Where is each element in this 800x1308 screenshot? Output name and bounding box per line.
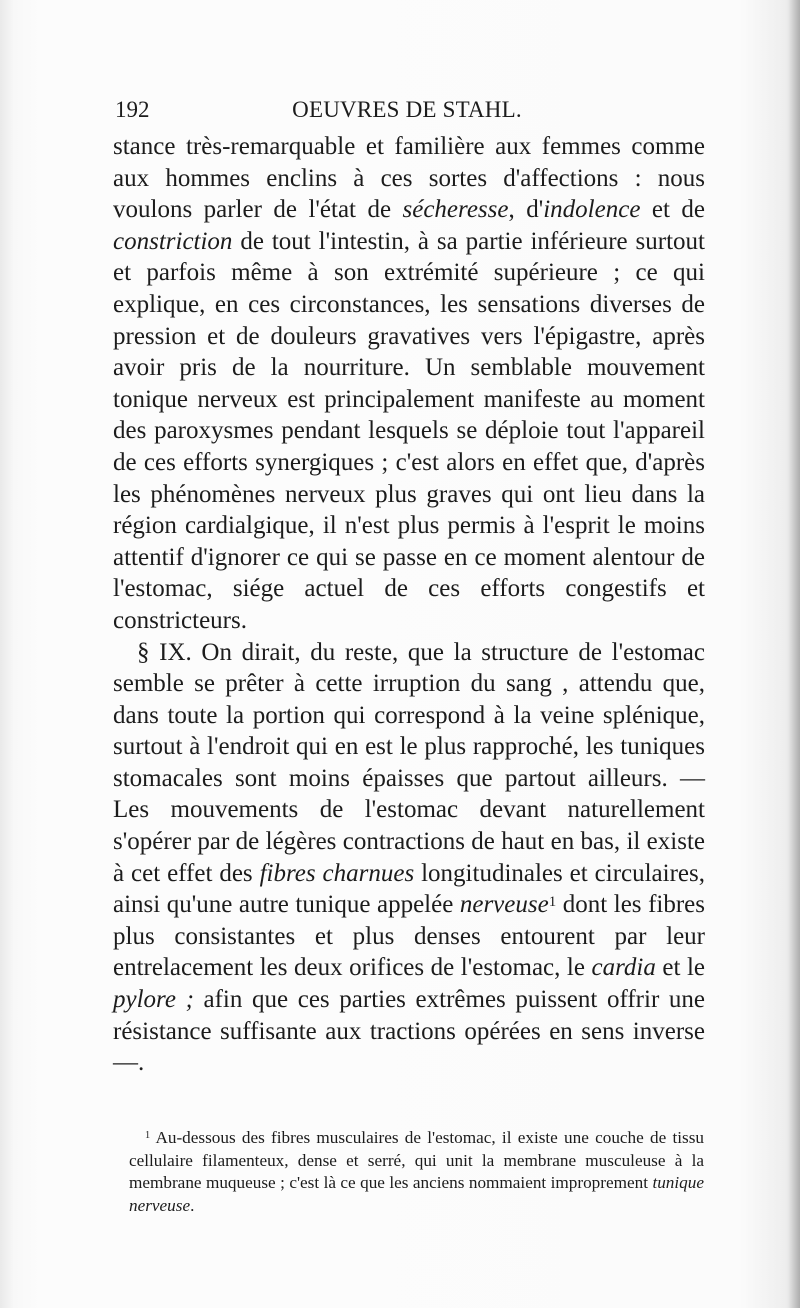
page-number: 192 — [115, 97, 150, 122]
footnote-1: $^1$ Au-dessous des fibres musculaires de l'estomac, il existe une couche de tissu cellulaire filamenteux, dense et serré, qui unit la membrane musculeuse à la membrane muqueuse ; c'est là ce que les anciens nommaient improprement tunique nerveuse. — [129, 1128, 704, 1215]
italic-term: indolence — [543, 196, 641, 224]
page-edge-shadow — [788, 0, 800, 1308]
main-text — [113, 131, 705, 1079]
footnote-reference[interactable]: 1 — [548, 893, 557, 910]
italic-term: constriction — [113, 227, 233, 255]
italic-term: pylore ; — [113, 986, 194, 1014]
italic-term: tunique nerveuse — [129, 1173, 704, 1215]
italic-term: sécheresse — [402, 196, 509, 224]
italic-term: cardia — [591, 954, 656, 982]
paragraph-section-ix: § IX. On dirait, du reste, que la structure de l'estomac semble se prêter à cette irruption du sang , attendu que, dans toute la portion qui correspond à la veine splénique, surtout à l'endroit qui en est le plus rapproché, les tuniques stomacales sont moins épaisses que partout ailleurs. — Les mouvements de l'estomac devant naturellement s'opérer par de légères contractions de haut en bas, il existe à cet effet des fibres charnues longitudinales et circulaires, ainsi qu'une autre tunique appelée nerveuse$^1$ dont les fibres plus consistantes et plus denses entourent par leur entrelacement les deux orifices de l'estomac, le cardia et le pylore ; afin que ces parties extrêmes puissent offrir une résistance suffisante aux tractions opérées en sens inverse —. — [113, 638, 705, 1077]
italic-term: fibres charnues — [259, 859, 415, 887]
italic-term: nerveuse — [459, 891, 549, 919]
footnotes — [129, 1127, 704, 1217]
page-header — [115, 93, 699, 127]
running-title: OEUVRES DE STAHL. — [292, 97, 522, 122]
paragraph-continuation: stance très-remarquable et familière aux femmes comme aux hommes enclins à ces sortes d'affections : nous voulons parler de l'état de sécheresse, d'indolence et de constriction de tout l'intestin, à sa partie inférieure surtout et parfois même à son extrémité supérieure ; ce qui explique, en ces circonstances, les sensations diverses de pression et de douleurs gravatives vers l'épigastre, après avoir pris de la nourriture. Un semblable mouvement tonique nerveux est principalement manifeste au moment des paroxysmes pendant lesquels se déploie tout l'appareil de ces efforts synergiques ; c'est alors en effet que, d'après les phénomènes nerveux plus graves qui ont lieu dans la région cardialgique, il n'est plus permis à l'esprit le moins attentif d'ignorer ce qui se passe en ce moment alentour de l'estomac, siége actuel de ces efforts congestifs et constricteurs. — [113, 133, 705, 634]
footnote-marker: 1 — [145, 1130, 151, 1142]
